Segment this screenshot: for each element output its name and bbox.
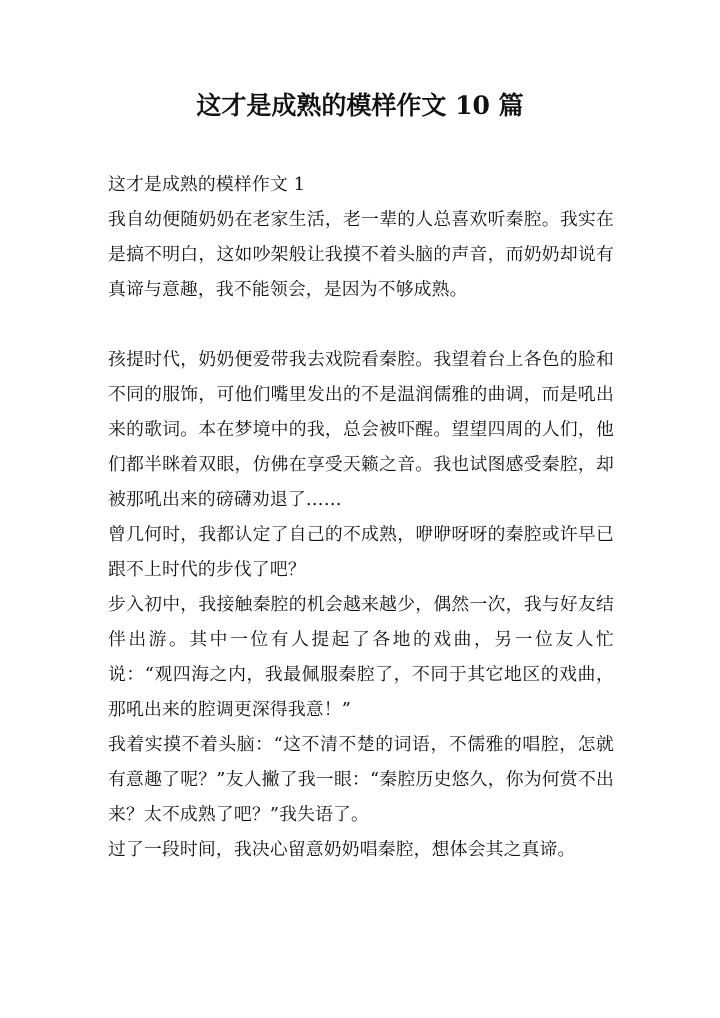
paragraph: 过了一段时间，我决心留意奶奶唱秦腔，想体会其之真谛。 <box>108 839 576 860</box>
paragraph: 我自幼便随奶奶在老家生活，老一辈的人总喜欢听秦腔。我实在是搞不明白，这如吵架般让我摸不着头脑的声音，而奶奶却说有真谛与意趣，我不能领会，是因为不够成熟。 <box>108 209 614 300</box>
document-body <box>108 167 614 867</box>
paragraph: 步入初中，我接触秦腔的机会越来越少，偶然一次，我与好友结伴出游。其中一位有人提起了各地的戏曲，另一位友人忙说：“观四海之内，我最佩服秦腔了，不同于其它地区的戏曲，那吼出来的腔调更深得我意！” <box>108 594 614 720</box>
document-title: 这才是成熟的模样作文 10 篇 <box>196 91 524 120</box>
paragraph: 孩提时代，奶奶便爱带我去戏院看秦腔。我望着台上各色的脸和不同的服饰，可他们嘴里发出的不是温润儒雅的曲调，而是吼出来的歌词。本在梦境中的我，总会被吓醒。望望四周的人们，他们都半眯着双眼，仿佛在享受天籁之音。我也试图感受秦腔，却被那吼出来的磅礴劝退了…… <box>108 349 614 510</box>
paragraph-gap <box>108 307 614 342</box>
paragraph: 曾几何时，我都认定了自己的不成熟，咿咿呀呀的秦腔或许早已跟不上时代的步伐了吧？ <box>108 524 614 580</box>
paragraph: 我着实摸不着头脑：“这不清不楚的词语，不儒雅的唱腔，怎就有意趣了呢？”友人撇了我一眼：“秦腔历史悠久，你为何赏不出来？太不成熟了吧？”我失语了。 <box>108 734 614 825</box>
section-heading: 这才是成熟的模样作文 1 <box>108 174 306 195</box>
